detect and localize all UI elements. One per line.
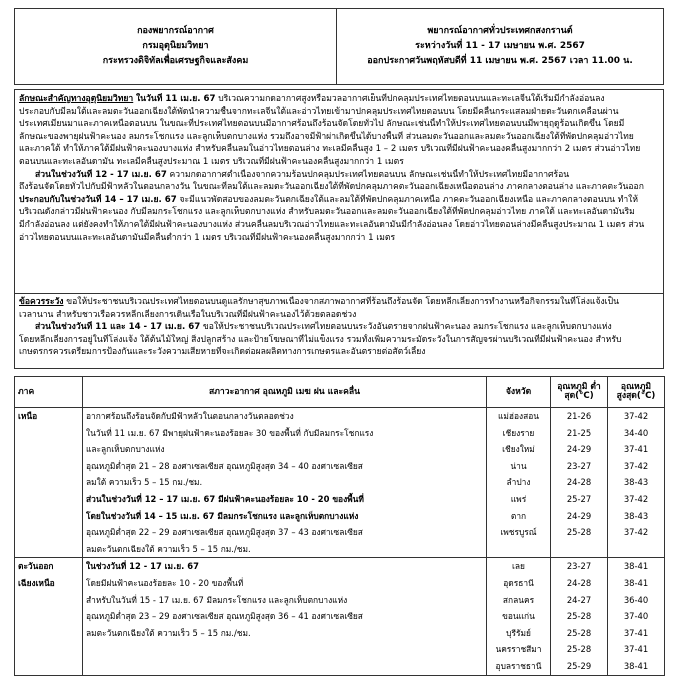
highlights-line: ประกอบกับมีลมใต้และลมตะวันออกเฉียงใต้พัดนำความชื้นจากทะเลจีนใต้และอ่าวไทยเข้ามาปกคลุมประเทศไทยตอนบน โดยมีคลื่นกระแสลมฝ่ายตะวันตกเคลื่อนผ่าน: [19, 106, 619, 117]
highlights-line: บริเวณดังกล่าวมีฝนฟ้าคะนอง กับมีลมกระโชกแรง และลูกเห็บตกบางแห่ง สำหรับลมตะวันออกและลมตะวันออกเฉียงใต้ที่พัดปกคลุมอ่าวไทย ภาคใต้ และทะเลอันดามันริม: [19, 207, 635, 218]
caution-line: โดยหลีกเลี่ยงการอยู่ในที่โล่งแจ้ง ใต้ต้นไม้ใหญ่ สิ่งปลูกสร้าง และป้ายโฆษณาที่ไม่แข็งแรง รวมทั้งเพิ่มความระมัดระวังในการสัญจรผ่านบริเวณที่มีฝนฟ้าคะนอง สำหรับ: [19, 334, 622, 345]
highlights-line: ถึงร้อนจัดโดยทั่วไปกับมีฟ้าหลัวในตอนกลางวัน ในขณะที่ลมใต้และลมตะวันออกเฉียงใต้ที่พัดปกคลุมภาคตะวันออกเฉียงเหนือตอนล่าง ภาคกลางตอนล่าง และภาคตะวันออก: [19, 182, 644, 193]
header-box: [14, 8, 664, 85]
highlights-line: ตอนบนและทะเลอันดามัน ทะเลมีคลื่นสูงประมาณ 1 เมตร บริเวณที่มีฝนฟ้าคะนองคลื่นสูงมากกว่า 1 เมตร: [19, 156, 404, 167]
highlights-line: มีกำลังอ่อนลง แต่ยังคงทำให้ภาคใต้มีฝนฟ้าคะนองบางแห่ง ส่วนคลื่นลมบริเวณอ่าวไทยและทะเลอันดามันมีกำลังอ่อนลง โดยอ่าวไทยตอนล่างมีคลื่นสูงประมาณ 1 เมตร ส่วน: [19, 219, 645, 230]
tmax-cell: 38-41 38-41 36-40 37-40 37-41 37-41 38-41: [608, 558, 665, 675]
issuer-department: กรมอุตุนิยมวิทยา: [142, 41, 209, 51]
col-header-conditions: สภาวะอากาศ อุณหภูมิ เมฆ ฝน และคลื่น: [83, 377, 487, 408]
col-header-region: ภาค: [15, 377, 83, 408]
table-header-row: [15, 377, 665, 408]
highlights-line: อ่าวไทยตอนบนและทะเลอันดามันมีคลื่นต่ำกว่า 1 เมตร บริเวณที่มีฝนฟ้าคะนองคลื่นสูงมากกว่า 1 เมตร: [19, 232, 396, 243]
province-cell: เลย อุดรธานี สกลนคร ขอนแก่น บุรีรัมย์ นครราชสีมา อุบลราชธานี: [487, 558, 551, 675]
caution-line: เวลานาน สำหรับชาวเรือควรหลีกเลี่ยงการเดินเรือในบริเวณที่มีฝนฟ้าคะนองไว้ด้วยตลอดช่วง: [19, 309, 357, 320]
highlights-line: ประกอบกับในช่วงวันที่ 14 – 17 เม.ย. 67 จะมีแนวพัดสอบของลมตะวันตกเฉียงใต้และลมใต้ที่พัดปกคลุมภาคเหนือ ภาคตะวันออกเฉียงเหนือ และภาคกลางตอนบน ทำให้: [19, 194, 639, 205]
table-row: [15, 558, 665, 675]
issuer-block: [15, 9, 337, 84]
province-cell: แม่ฮ่องสอน เชียงราย เชียงใหม่ น่าน ลำปาง แพร่ ตาก เพชรบูรณ์: [487, 408, 551, 558]
forecast-title-block: [337, 9, 663, 84]
forecast-title: พยากรณ์อากาศทั่วประเทศกสงกรานต์: [427, 26, 573, 36]
region-north: เหนือ: [15, 408, 83, 558]
tmin-cell: 23-27 24-28 24-27 25-28 25-28 25-28 25-29: [551, 558, 608, 675]
region-northeast: ตะวันออก เฉียงเหนือ: [15, 558, 83, 675]
conditions-cell: ในช่วงวันที่ 12 - 17 เม.ย. 67 โดยมีฝนฟ้าคะนองร้อยละ 10 - 20 ของพื้นที่ สำหรับในวันที่ 15 - 17 เม.ย. 67 มีลมกระโชกแรง และลูกเห็บตกบางแห่ง อุณหภูมิต่ำสุด 23 – 29 องศาเซลเซียส อุณหภูมิสูงสุด 36 – 41 องศาเซลเซียส ลมตะวันตกเฉียงใต้ ความเร็ว 5 – 15 กม./ชม.: [83, 558, 487, 675]
tmax-cell: 37-42 34-40 37-41 37-42 38-43 37-42 38-43 37-42: [608, 408, 665, 558]
tmin-cell: 21-26 21-25 24-29 23-27 24-28 25-27 24-29 25-28: [551, 408, 608, 558]
caution-title: ข้อควรระวัง: [19, 297, 64, 307]
highlights-box: [14, 89, 664, 294]
regional-forecast-table: [14, 376, 665, 676]
highlights-title: ลักษณะสำคัญทางอุตุนิยมวิทยา: [19, 94, 134, 104]
conditions-cell: อากาศร้อนถึงร้อนจัดกับมีฟ้าหลัวในตอนกลางวันตลอดช่วง ในวันที่ 11 เม.ย. 67 มีพายุฝนฟ้าคะนองร้อยละ 30 ของพื้นที่ กับมีลมกระโชกแรง และลูกเห็บตกบางแห่ง อุณหภูมิต่ำสุด 21 – 28 องศาเซลเซียส อุณหภูมิสูงสุด 34 – 40 องศาเซลเซียส ลมใต้ ความเร็ว 5 – 15 กม./ชม. ส่วนในช่วงวันที่ 12 – 17 เม.ย. 67 มีฝนฟ้าคะนองร้อยละ 10 - 20 ของพื้นที่ โดยในช่วงวันที่ 14 – 15 เม.ย. 67 มีลมกระโชกแรง และลูกเห็บตกบางแห่ง อุณหภูมิต่ำสุด 22 – 29 องศาเซลเซียส อุณหภูมิสูงสุด 37 – 43 องศาเซลเซียส ลมตะวันตกเฉียงใต้ ความเร็ว 5 – 15 กม./ชม.: [83, 408, 487, 558]
highlights-line: ส่วนในช่วงวันที่ 12 - 17 เม.ย. 67 ความกดอากาศต่ำเนื่องจากความร้อนปกคลุมประเทศไทยตอนบน ลักษณะเช่นนี้ทำให้ประเทศไทยมีอากาศร้อน: [35, 169, 570, 180]
highlights-line: ประเทศเมียนมาและภาคเหนือตอนบน ในขณะที่ประเทศไทยตอนบนมีอากาศร้อนถึงร้อนจัดโดยทั่วไป ลักษณะเช่นนี้ทำให้ประเทศไทยตอนบนมีพายุฤดูร้อนเกิดขึ้น โดยมี: [19, 119, 625, 130]
caution-line: ส่วนในช่วงวันที่ 11 และ 14 - 17 เม.ย. 67 ขอให้ประชาชนบริเวณประเทศไทยตอนบนระวังอันตรายจากฝนฟ้าคะนอง ลมกระโชกแรง และลูกเห็บตกบางแห่ง: [35, 322, 612, 333]
highlights-line: และภาคใต้ ทำให้ภาคใต้มีฝนฟ้าคะนองบางแห่ง สำหรับคลื่นลมในอ่าวไทยตอนล่าง ทะเลมีคลื่นสูง 1 – 2 เมตร บริเวณที่มีฝนฟ้าคะนองคลื่นสูงมากกว่า 2 เมตร ส่วนอ่าวไทย: [19, 144, 641, 155]
caution-line: เกษตรกรควรเตรียมการป้องกันและระวังความเสียหายที่จะเกิดต่อผลผลิตทางการเกษตรและอันตรายต่อสัตว์เลี้ยง: [19, 347, 426, 358]
caution-box: [14, 294, 664, 369]
forecast-period: ระหว่างวันที่ 11 - 17 เมษายน พ.ศ. 2567: [415, 41, 585, 51]
highlights-date: ในวันที่ 11 เม.ย. 67: [135, 94, 216, 104]
highlights-line: ลักษณะของพายุฝนฟ้าคะนอง ลมกระโชกแรง และลูกเห็บตกบางแห่ง รวมถึงอาจมีฟ้าผ่าเกิดขึ้นได้บางพื้นที่ ส่วนลมตะวันออกและลมตะวันออกเฉียงใต้ที่พัดปกคลุมอ่าวไทย: [19, 131, 634, 142]
caution-line: ข้อควรระวัง ขอให้ประชาชนบริเวณประเทศไทยตอนบนดูแลรักษาสุขภาพเนื่องจากสภาพอากาศที่ร้อนถึงร้อนจัด โดยหลีกเลี่ยงการทำงานหรือกิจกรรมในที่โล่งแจ้งเป็น: [19, 297, 619, 307]
issue-time: ออกประกาศวันพฤหัสบดีที่ 11 เมษายน พ.ศ. 2567 เวลา 11.00 น.: [367, 56, 633, 66]
issuer-division: กองพยากรณ์อากาศ: [137, 26, 214, 36]
highlights-line-1: ลักษณะสำคัญทางอุตุนิยมวิทยา ในวันที่ 11 เม.ย. 67 บริเวณความกดอากาศสูงหรือมวลอากาศเย็นที่ปกคลุมประเทศไทยตอนบนและทะเลจีนใต้เริ่มมีกำลังอ่อนลง: [19, 94, 605, 104]
col-header-tmin: อุณหภูมิ ต่ำสุด(°C): [551, 377, 608, 408]
table-row: [15, 408, 665, 558]
issuer-ministry: กระทรวงดิจิทัลเพื่อเศรษฐกิจและสังคม: [102, 56, 249, 66]
col-header-tmax: อุณหภูมิ สูงสุด(°C): [608, 377, 665, 408]
col-header-province: จังหวัด: [487, 377, 551, 408]
